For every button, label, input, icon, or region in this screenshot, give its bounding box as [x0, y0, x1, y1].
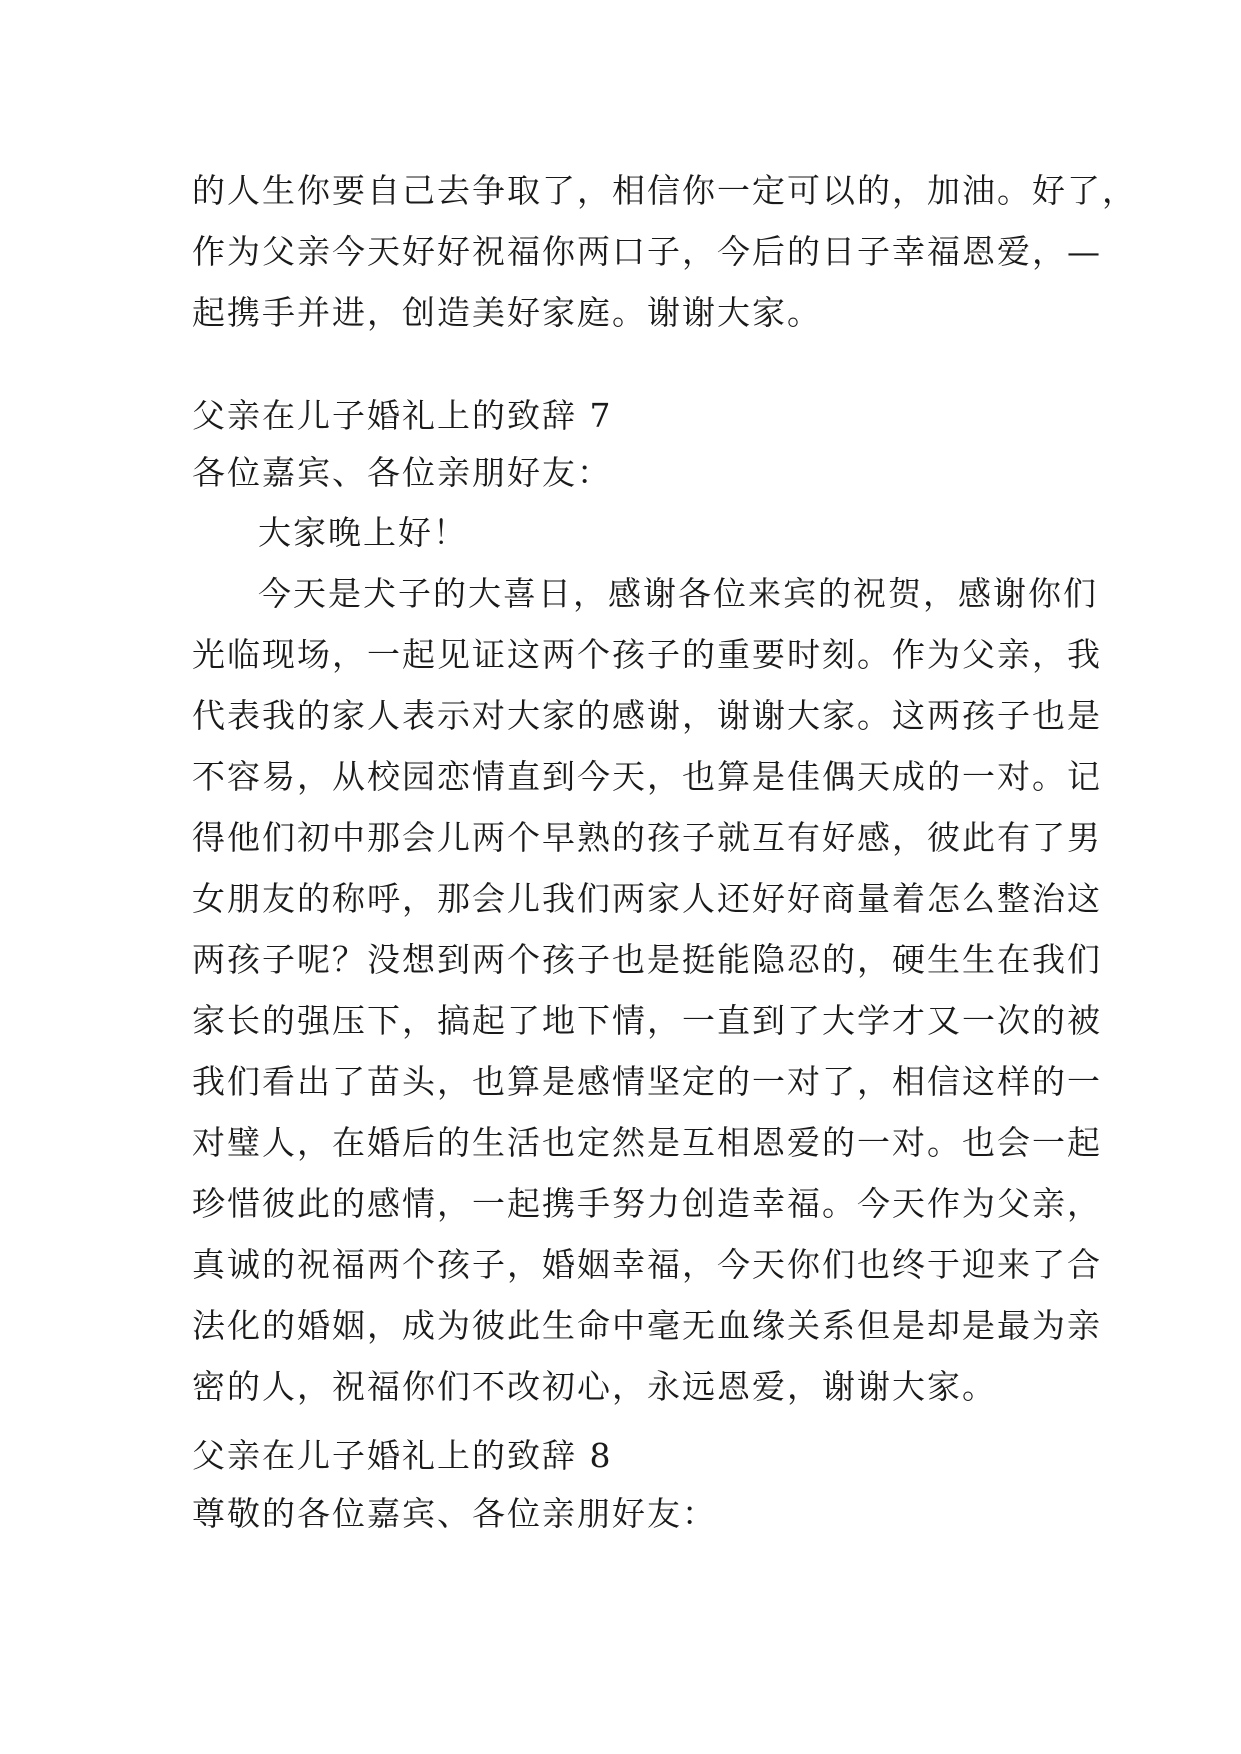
section-8-title: 父亲在儿子婚礼上的致辞 8 — [192, 1436, 613, 1475]
paragraph-line: 得他们初中那会儿两个早熟的孩子就互有好感，彼此有了男 — [192, 818, 1102, 857]
paragraph-line: 起携手并进，创造美好家庭。谢谢大家。 — [192, 293, 822, 332]
paragraph-line: 作为父亲今天好好祝福你两口子，今后的日子幸福恩爱，— — [192, 232, 1102, 271]
greeting-line: 大家晚上好！ — [258, 513, 468, 552]
section-7-salutation: 各位嘉宾、各位亲朋好友： — [192, 453, 612, 492]
paragraph-line: 代表我的家人表示对大家的感谢，谢谢大家。这两孩子也是 — [192, 696, 1102, 735]
paragraph-line: 今天是犬子的大喜日，感谢各位来宾的祝贺，感谢你们 — [258, 574, 1098, 613]
paragraph-line: 对璧人，在婚后的生活也定然是互相恩爱的一对。也会一起 — [192, 1123, 1102, 1162]
paragraph-line: 密的人，祝福你们不改初心，永远恩爱，谢谢大家。 — [192, 1367, 997, 1406]
paragraph-line: 两孩子呢？没想到两个孩子也是挺能隐忍的，硬生生在我们 — [192, 940, 1102, 979]
paragraph-line: 光临现场，一起见证这两个孩子的重要时刻。作为父亲，我 — [192, 635, 1102, 674]
paragraph-line: 的人生你要自己去争取了，相信你一定可以的，加油。好了， — [192, 171, 1137, 210]
continuation-paragraph — [192, 160, 1137, 343]
section-7-body — [192, 502, 1102, 1417]
section-8-salutation: 尊敬的各位嘉宾、各位亲朋好友： — [192, 1494, 717, 1533]
paragraph-line: 真诚的祝福两个孩子，婚姻幸福，今天你们也终于迎来了合 — [192, 1245, 1102, 1284]
paragraph-line: 我们看出了苗头，也算是感情坚定的一对了，相信这样的一 — [192, 1062, 1102, 1101]
paragraph-line: 女朋友的称呼，那会儿我们两家人还好好商量着怎么整治这 — [192, 879, 1102, 918]
section-7-title: 父亲在儿子婚礼上的致辞 7 — [192, 396, 613, 435]
paragraph-line: 珍惜彼此的感情，一起携手努力创造幸福。今天作为父亲， — [192, 1184, 1102, 1223]
paragraph-line: 不容易，从校园恋情直到今天，也算是佳偶天成的一对。记 — [192, 757, 1102, 796]
paragraph-line: 家长的强压下，搞起了地下情，一直到了大学才又一次的被 — [192, 1001, 1102, 1040]
paragraph-line: 法化的婚姻，成为彼此生命中毫无血缘关系但是却是最为亲 — [192, 1306, 1102, 1345]
